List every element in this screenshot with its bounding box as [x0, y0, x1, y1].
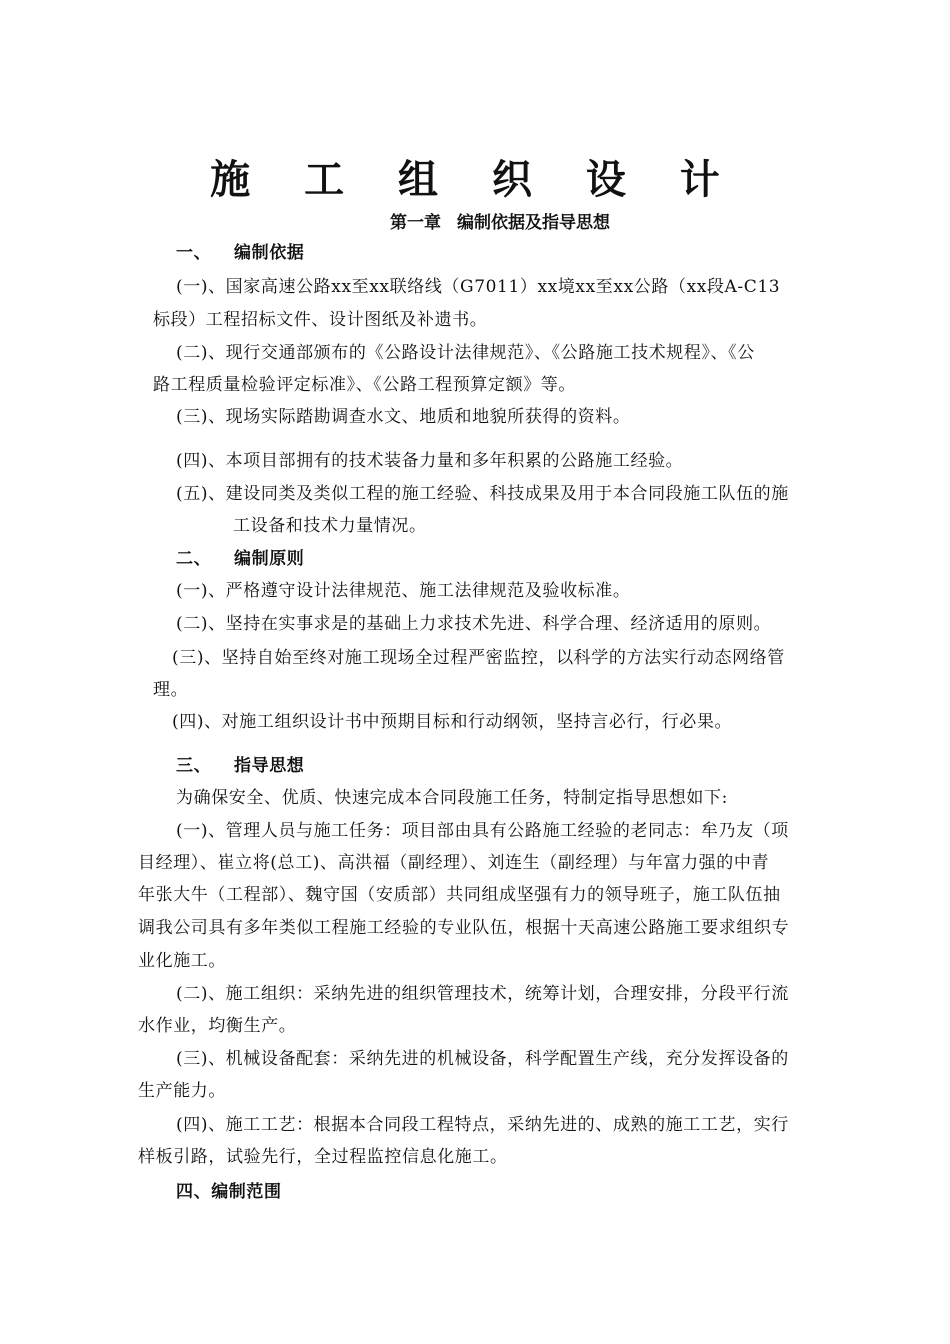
section-heading [176, 755, 304, 777]
paragraph-line: (三)、现场实际踏勘调查水文、地质和地貌所获得的资料。 [176, 407, 631, 427]
paragraph-line: 为确保安全、优质、快速完成本合同段施工任务，特制定指导思想如下: [176, 788, 728, 808]
paragraph-line: 路工程质量检验评定标准》、《公路工程预算定额》等。 [153, 375, 576, 395]
paragraph-line: (二)、坚持在实事求是的基础上力求技术先进、科学合理、经济适用的原则。 [176, 614, 772, 634]
paragraph-line: (四)、对施工组织设计书中预期目标和行动纲领，坚持言必行，行必果。 [172, 712, 733, 732]
paragraph-line: (一)、管理人员与施工任务：项目部由具有公路施工经验的老同志：牟乃友（项 [176, 821, 789, 841]
section-number: 三、 [176, 756, 212, 776]
chapter-name: 编制依据及指导思想 [457, 213, 610, 233]
section-title: 编制依据 [234, 243, 305, 263]
paragraph-line: 标段）工程招标文件、设计图纸及补遗书。 [153, 310, 488, 330]
paragraph-line: 业化施工。 [138, 951, 226, 971]
paragraph-line: (二)、施工组织：采纳先进的组织管理技术，统筹计划，合理安排，分段平行流 [176, 984, 789, 1004]
paragraph-line: (三)、坚持自始至终对施工现场全过程严密监控，以科学的方法实行动态网络管 [172, 648, 785, 668]
paragraph-line: (二)、现行交通部颁布的《公路设计法律规范》、《公路施工技术规程》、《公 [176, 343, 755, 363]
paragraph-line: 理。 [153, 680, 189, 700]
paragraph-line: 调我公司具有多年类似工程施工经验的专业队伍，根据十天高速公路施工要求组织专 [138, 918, 790, 938]
paragraph-line: (五)、建设同类及类似工程的施工经验、科技成果及用于本合同段施工队伍的施 [176, 484, 789, 504]
paragraph-line: 目经理）、崔立将(总工)、高洪福（副经理）、刘连生（副经理）与年富力强的中青 [138, 853, 770, 873]
paragraph-line: 样板引路，试验先行，全过程监控信息化施工。 [138, 1147, 508, 1167]
paragraph-line: 生产能力。 [138, 1081, 226, 1101]
paragraph-line: (四)、施工工艺：根据本合同段工程特点，采纳先进的、成熟的施工工艺，实行 [176, 1115, 789, 1135]
paragraph-line: (一)、国家高速公路xx至xx联络线（G7011）xx境xx至xx公路（xx段A-C13 [176, 277, 781, 297]
paragraph-line: (一)、严格遵守设计法律规范、施工法律规范及验收标准。 [176, 581, 631, 601]
paragraph-line: 工设备和技术力量情况。 [233, 516, 427, 536]
section-number: 二、 [176, 549, 212, 569]
paragraph-line: (四)、本项目部拥有的技术装备力量和多年积累的公路施工经验。 [176, 451, 684, 471]
paragraph-line: 水作业，均衡生产。 [138, 1016, 297, 1036]
chapter-heading [0, 211, 950, 235]
document-title: 施 工 组 织 设 计 [210, 156, 740, 203]
paragraph-line: 年张大牛（工程部）、魏守国（安质部）共同组成坚强有力的领导班子，施工队伍抽 [138, 885, 781, 905]
section-number: 一、 [176, 243, 212, 263]
chapter-number: 第一章 [390, 213, 441, 233]
section-title: 指导思想 [234, 756, 305, 776]
section-heading: 四、编制范围 [176, 1182, 282, 1202]
paragraph-line: (三)、机械设备配套：采纳先进的机械设备，科学配置生产线，充分发挥设备的 [176, 1049, 789, 1069]
section-heading [176, 242, 304, 264]
section-title: 编制原则 [234, 549, 305, 569]
section-heading [176, 548, 304, 570]
